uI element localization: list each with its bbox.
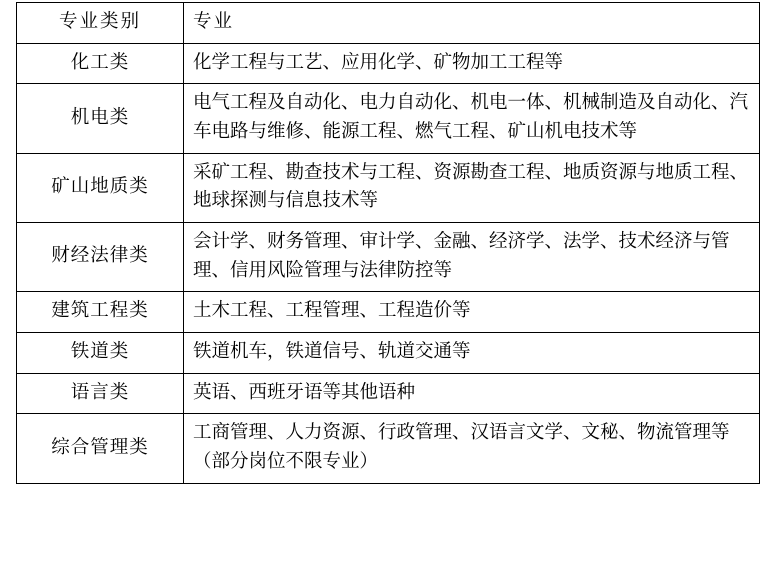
majors-label: 工商管理、人力资源、行政管理、汉语言文学、文秘、物流管理等（部分岗位不限专业） xyxy=(193,423,730,473)
cell-category xyxy=(17,84,184,153)
cell-majors xyxy=(184,153,760,222)
cell-category xyxy=(17,153,184,222)
cell-category xyxy=(17,414,184,483)
table-body xyxy=(17,3,760,484)
header-cell-category xyxy=(17,3,184,44)
category-label: 矿山地质类 xyxy=(51,177,149,198)
table-row xyxy=(17,223,760,292)
category-label: 财经法律类 xyxy=(51,246,149,267)
category-label: 铁道类 xyxy=(70,342,130,363)
table-row xyxy=(17,333,760,374)
category-label: 机电类 xyxy=(70,107,130,128)
cell-majors xyxy=(184,373,760,414)
header-cell-majors xyxy=(184,3,760,44)
majors-label: 土木工程、工程管理、工程造价等 xyxy=(193,301,471,322)
table-row xyxy=(17,43,760,84)
cell-category xyxy=(17,333,184,374)
cell-category xyxy=(17,292,184,333)
table-row xyxy=(17,414,760,483)
cell-majors xyxy=(184,84,760,153)
cell-majors xyxy=(184,43,760,84)
category-label: 综合管理类 xyxy=(51,437,149,458)
majors-label: 采矿工程、勘查技术与工程、资源勘查工程、地质资源与地质工程、地球探测与信息技术等 xyxy=(193,162,749,212)
cell-category xyxy=(17,43,184,84)
header-majors-label: 专业 xyxy=(193,12,235,32)
majors-label: 电气工程及自动化、电力自动化、机电一体、机械制造及自动化、汽车电路与维修、能源工程、燃气工程、矿山机电技术等 xyxy=(193,93,749,143)
majors-label: 英语、西班牙语等其他语种 xyxy=(193,382,416,403)
majors-table xyxy=(16,2,760,484)
majors-label: 会计学、财务管理、审计学、金融、经济学、法学、技术经济与管理、信用风险管理与法律防控等 xyxy=(193,232,730,281)
table-row xyxy=(17,153,760,222)
cell-majors xyxy=(184,414,760,483)
table-header-row xyxy=(17,3,760,44)
table-row xyxy=(17,84,760,153)
majors-label: 化学工程与工艺、应用化学、矿物加工工程等 xyxy=(193,52,564,73)
cell-category xyxy=(17,373,184,414)
cell-category xyxy=(17,223,184,292)
cell-majors xyxy=(184,223,760,292)
category-label: 语言类 xyxy=(70,382,130,403)
majors-label: 铁道机车，铁道信号、轨道交通等 xyxy=(193,342,471,363)
cell-majors xyxy=(184,292,760,333)
category-label: 建筑工程类 xyxy=(51,301,149,322)
cell-majors xyxy=(184,333,760,374)
table-row xyxy=(17,292,760,333)
header-category-label: 专业类别 xyxy=(58,12,141,32)
category-label: 化工类 xyxy=(70,52,130,73)
table-row xyxy=(17,373,760,414)
